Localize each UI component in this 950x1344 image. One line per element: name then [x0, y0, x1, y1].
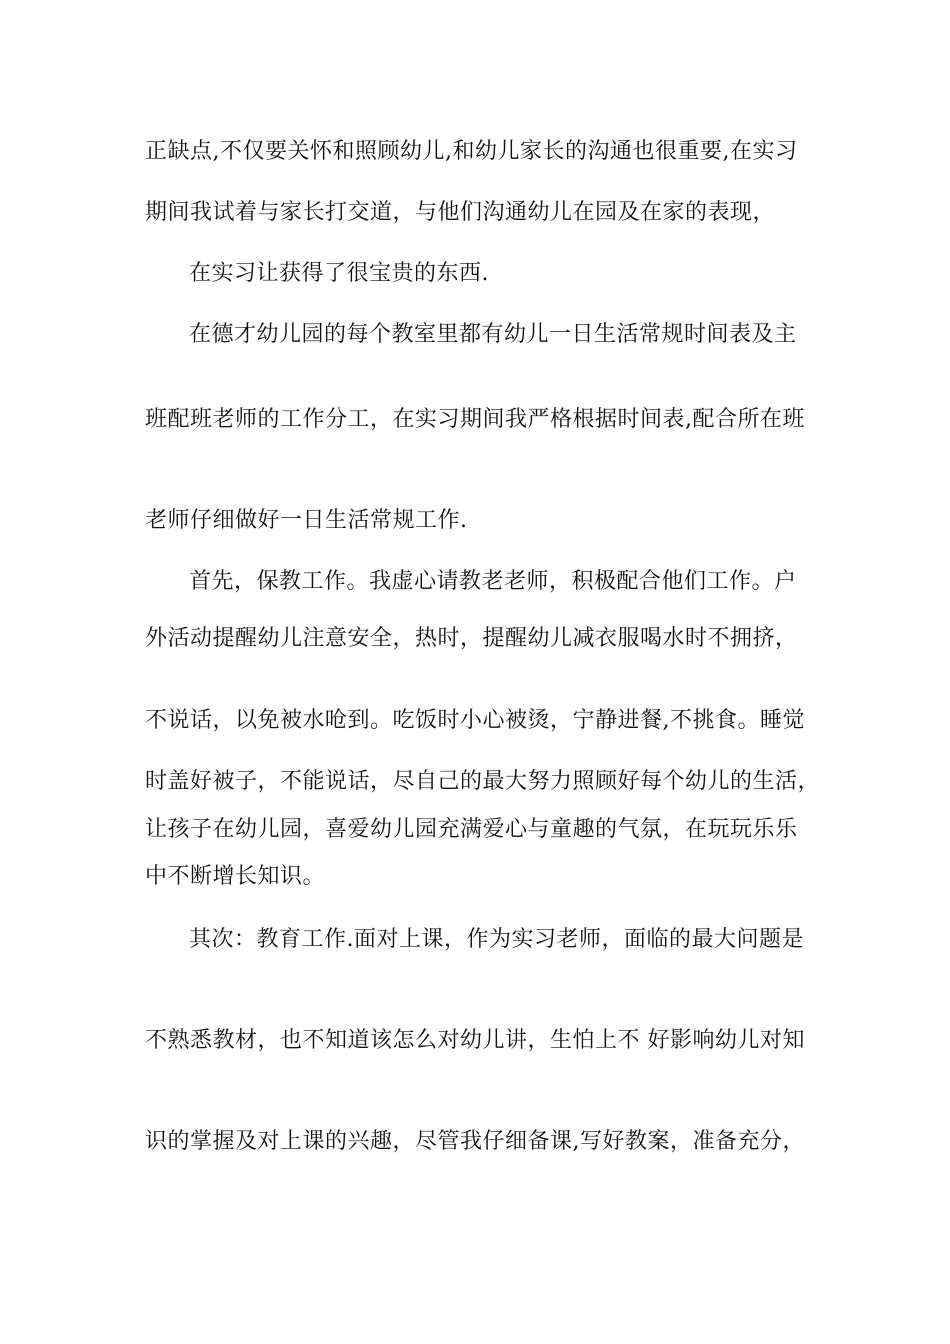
text-line-7: 首先，保教工作。我虚心请教老老师，积极配合他们工作。户 — [189, 569, 797, 594]
text-line-15: 识的掌握及对上课的兴趣，尽管我仔细备课,写好教案，准备充分， — [145, 1129, 805, 1154]
text-line-3: 在实习让获得了很宝贵的东西. — [189, 261, 489, 286]
text-line-10: 时盖好被子，不能说话，尽自己的最大努力照顾好每个幼儿的生活， — [145, 769, 821, 794]
text-line-4: 在德才幼儿园的每个教室里都有幼儿一日生活常规时间表及主 — [189, 322, 797, 347]
text-line-11: 让孩子在幼儿园，喜爱幼儿园充满爱心与童趣的气氛，在玩玩乐乐 — [145, 817, 798, 842]
text-line-8: 外活动提醒幼儿注意安全，热时，提醒幼儿减衣服喝水时不拥挤， — [145, 626, 798, 651]
text-line-5: 班配班老师的工作分工，在实习期间我严格根据时间表,配合所在班 — [145, 407, 805, 432]
text-line-6: 老师仔细做好一日生活常规工作. — [145, 508, 468, 533]
text-line-12: 中不断增长知识。 — [145, 864, 326, 889]
text-line-13: 其次：教育工作.面对上课，作为实习老师，面临的最大问题是 — [189, 927, 804, 952]
text-line-1: 正缺点,不仅要关怀和照顾幼儿,和幼儿家长的沟通也很重要,在实习 — [145, 139, 798, 164]
text-line-9: 不说话，以免被水呛到。吃饭时小心被烫，宁静进餐,不挑食。睡觉 — [145, 708, 805, 733]
text-line-14: 不熟悉教材，也不知道该怎么对幼儿讲，生怕上不 好影响幼儿对知 — [145, 1028, 805, 1053]
text-line-2: 期间我试着与家长打交道，与他们沟通幼儿在园及在家的表现， — [145, 200, 776, 225]
